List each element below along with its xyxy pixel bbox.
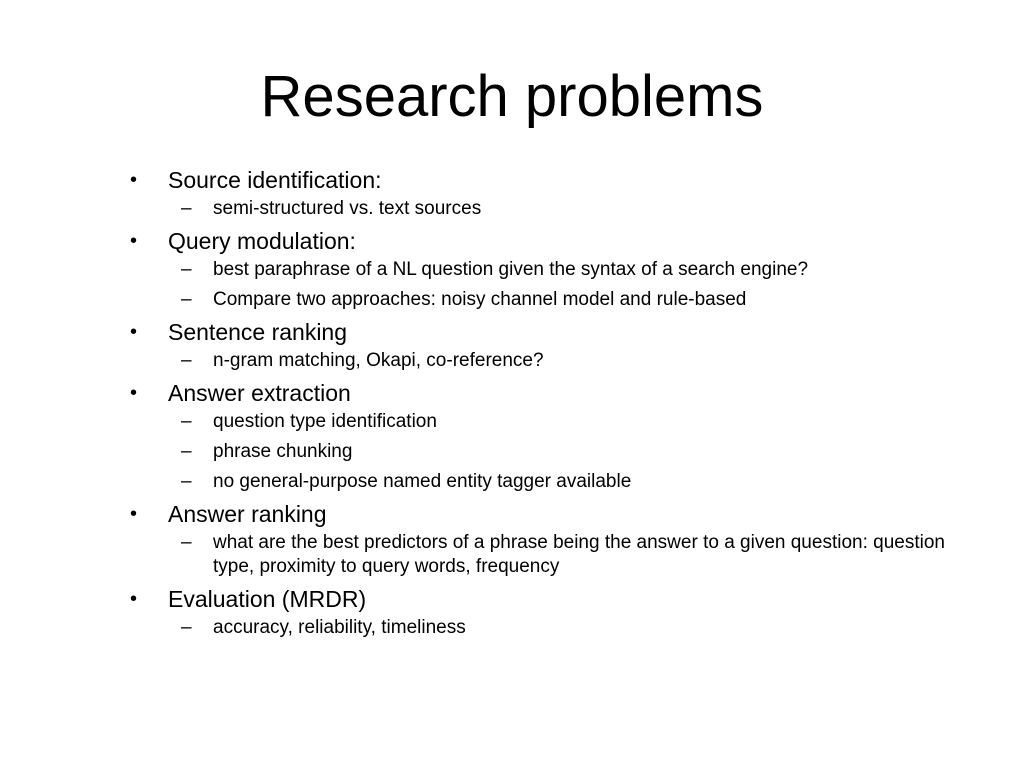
sub-bullet-list — [124, 197, 964, 221]
bullet-label: Query modulation: — [168, 228, 356, 254]
sub-bullet-list — [124, 349, 964, 373]
dash-marker: – — [181, 471, 192, 492]
dash-marker: – — [181, 441, 192, 462]
bullet-row — [124, 585, 964, 613]
sub-bullet-item — [124, 197, 964, 221]
bullet-label: Sentence ranking — [168, 319, 348, 345]
bullet-item — [124, 166, 964, 221]
bullet-marker: • — [130, 230, 138, 252]
dash-marker: – — [181, 259, 192, 280]
bullet-marker: • — [130, 382, 138, 404]
bullet-label: Evaluation (MRDR) — [168, 586, 367, 612]
bullet-row — [124, 379, 964, 407]
sub-bullet-list — [124, 258, 964, 312]
dash-marker: – — [181, 198, 192, 219]
sub-bullet-list — [124, 531, 964, 579]
bullet-row — [124, 500, 964, 528]
bullet-item — [124, 379, 964, 494]
bullet-list — [124, 166, 964, 646]
bullet-item — [124, 585, 964, 640]
dash-marker: – — [181, 617, 192, 638]
sub-bullet-text: no general-purpose named entity tagger available — [213, 471, 632, 492]
sub-bullet-text: semi-structured vs. text sources — [213, 198, 482, 219]
sub-bullet-item — [124, 349, 964, 373]
bullet-marker: • — [130, 321, 138, 343]
bullet-row — [124, 318, 964, 346]
sub-bullet-text: what are the best predictors of a phrase being the answer to a given question: question type, proximity to query words, frequency — [213, 532, 945, 577]
bullet-row — [124, 166, 964, 194]
bullet-label: Source identification: — [168, 167, 382, 193]
sub-bullet-text: question type identification — [213, 411, 437, 432]
bullet-marker: • — [130, 503, 138, 525]
bullet-label: Answer ranking — [168, 501, 327, 527]
sub-bullet-text: n-gram matching, Okapi, co-reference? — [213, 350, 544, 371]
sub-bullet-text: Compare two approaches: noisy channel model and rule-based — [213, 289, 747, 310]
sub-bullet-item — [124, 440, 964, 464]
sub-bullet-item — [124, 531, 964, 579]
sub-bullet-text: best paraphrase of a NL question given the syntax of a search engine? — [213, 259, 809, 280]
sub-bullet-item — [124, 410, 964, 434]
dash-marker: – — [181, 411, 192, 432]
bullet-row — [124, 227, 964, 255]
bullet-label: Answer extraction — [168, 380, 351, 406]
sub-bullet-item — [124, 288, 964, 312]
sub-bullet-list — [124, 410, 964, 494]
sub-bullet-text: accuracy, reliability, timeliness — [213, 617, 466, 638]
bullet-item — [124, 227, 964, 312]
bullet-item — [124, 318, 964, 373]
slide-title: Research problems — [260, 64, 764, 129]
bullet-marker: • — [130, 169, 138, 191]
sub-bullet-list — [124, 616, 964, 640]
bullet-marker: • — [130, 588, 138, 610]
dash-marker: – — [181, 350, 192, 371]
sub-bullet-item — [124, 470, 964, 494]
sub-bullet-text: phrase chunking — [213, 441, 353, 462]
sub-bullet-item — [124, 258, 964, 282]
dash-marker: – — [181, 532, 192, 553]
dash-marker: – — [181, 289, 192, 310]
sub-bullet-item — [124, 616, 964, 640]
bullet-item — [124, 500, 964, 579]
